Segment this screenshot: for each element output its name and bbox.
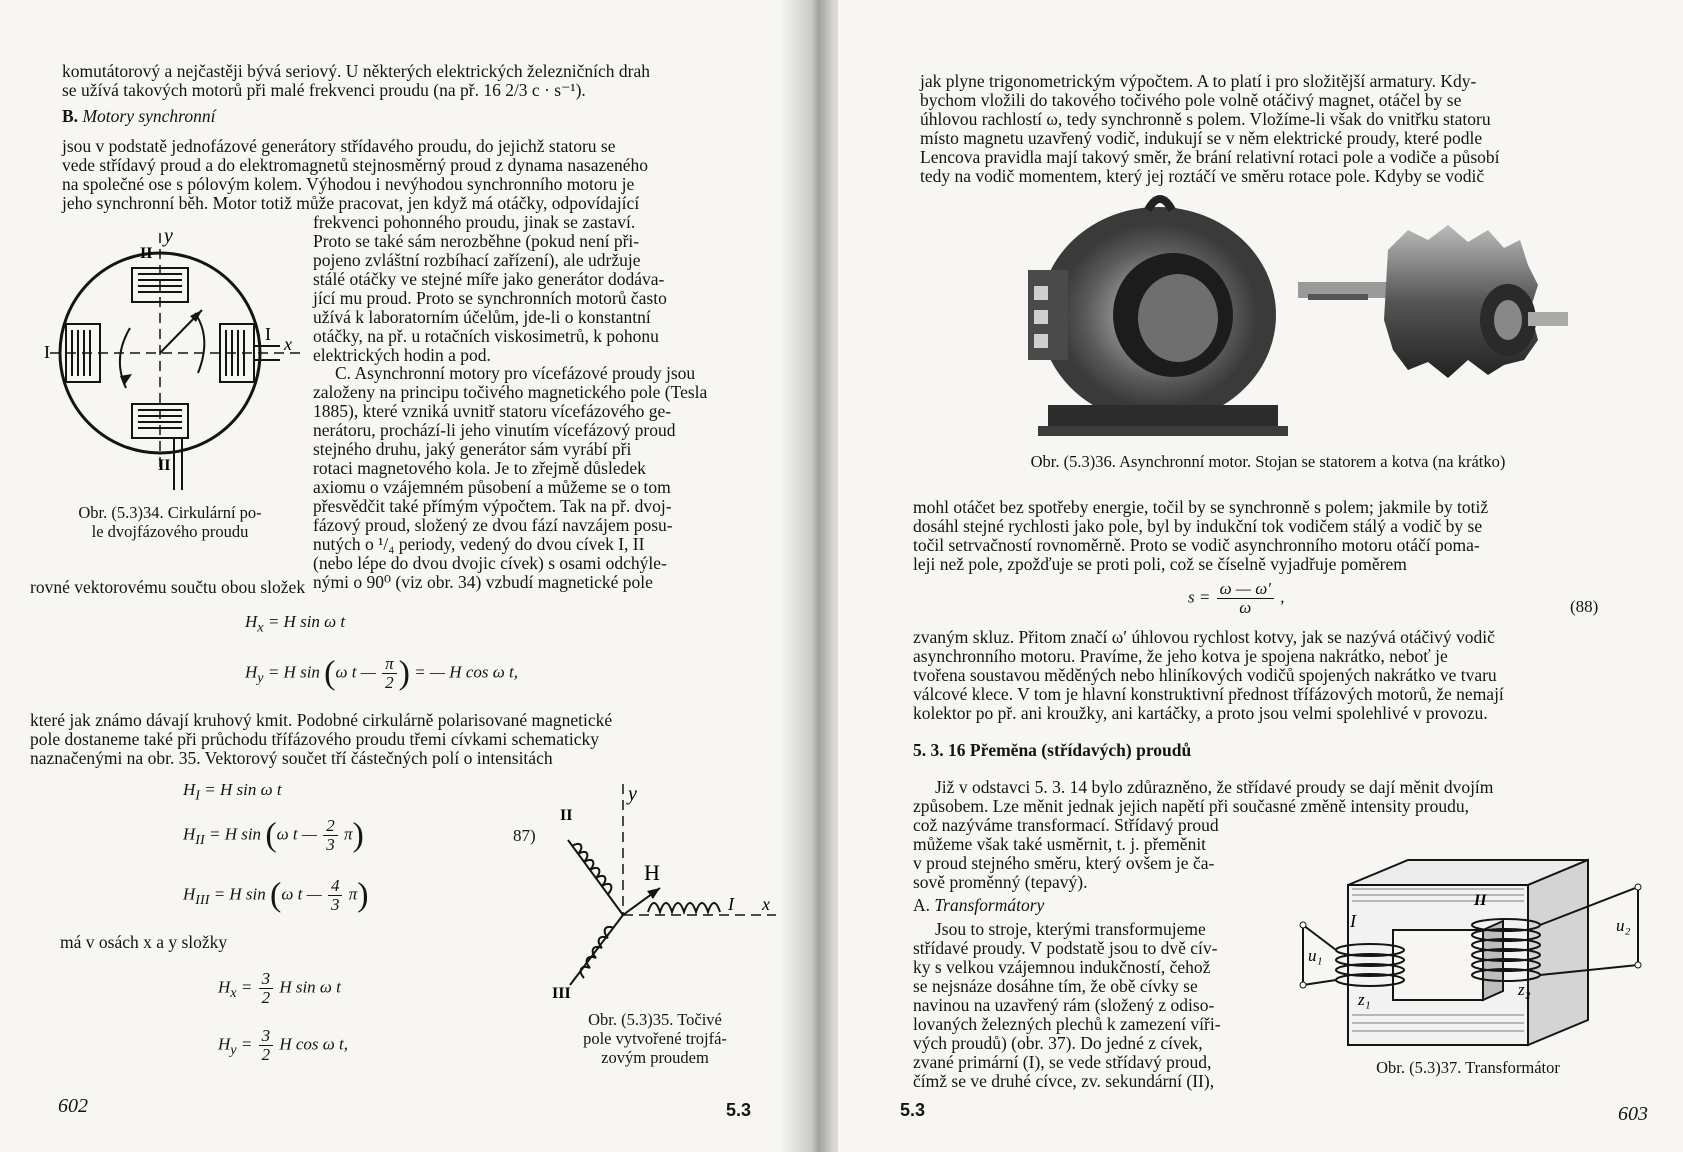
text-line: jící mu proud. Proto se synchronních motorů často (313, 288, 667, 308)
text-line: tedy na vodič momentem, který jej roztáčí ve směru rotace pole. Kdyby se vodič (920, 166, 1485, 186)
paragraph-premena-narrow (913, 816, 1273, 892)
page-number: 603 (1618, 1103, 1648, 1125)
text-line: mohl otáčet bez spotřeby energie, točil by se synchronně s polem; jakmile by totiž (913, 497, 1489, 517)
text-line: tvořena soustavou měděných nebo hliníkových vodičů spojených nakrátko ve tvaru (913, 665, 1497, 685)
paragraph-skluz (913, 628, 1615, 723)
coil-label-i: I (728, 894, 734, 914)
paragraph-soucet (30, 578, 760, 597)
equation-skluz: s = $\frac{\omega — \omega'}{\omega}$ , (1188, 579, 1285, 617)
turns-label-z2: z₂ (1518, 980, 1531, 999)
equation-number-88: (88) (1570, 597, 1599, 616)
text-line: založeny na principu točivého magnetického pole (Tesla (313, 382, 708, 402)
text-line: asynchronního motoru. Pravíme, že jeho kotva je spojena nakrátko, neboť je (913, 646, 1448, 666)
text-line: místo magnetu uzavřený vodič, indukují se v něm elektrické proudy, které podle (920, 128, 1483, 148)
text-line: vých proudů) (obr. 37). Do jedné z cívek, (913, 1033, 1203, 1053)
text-line: frekvenci pohonného proudu, jinak se zastaví. (313, 212, 636, 232)
page-number: 602 (58, 1095, 88, 1117)
paragraph-synchronni-narrow (313, 213, 760, 365)
text-line: střídavé proudy. V podstatě jsou to dvě cív- (913, 938, 1218, 958)
coil-label-ii-top: II (140, 245, 153, 262)
page-602 (0, 0, 820, 1152)
text-line: válcové klece. V tom je hlavní konstruktivní přednost třífázových motorů, že nemají (913, 684, 1504, 704)
text-line: C. Asynchronní motory pro vícefázové proudy jsou (335, 363, 696, 383)
text-line: jak plyne trigonometrickým výpočtem. A to platí i pro složitější armatury. Kdy- (920, 71, 1477, 91)
paragraph-top (920, 72, 1615, 186)
text-line: kolektor po př. ani kroužky, ani kartáčky, a proto jsou velmi spolehlivé v provozu. (913, 703, 1488, 723)
equation-h3: $H_{III} = H$ sin (ω t — $\frac{4}{3}$ π) (183, 876, 369, 914)
equation-hx: $H_x = H$ sin ω t (245, 612, 346, 636)
text-line: způsobem. Lze měnit jednak jejich napětí při současné změně intensity proudu, (913, 796, 1469, 816)
text-line: nerátoru, prochází-li jeho vinutím vícefázový proud (313, 420, 676, 440)
text-line: nutých o ¹/₄ periody, vedený do dvou cívek I, II (313, 534, 645, 554)
text-line: stálé otáčky ve stejné míře jako generátor dodáva- (313, 269, 665, 289)
section-heading-a: A. Transformátory (913, 895, 1045, 915)
figure-rotating-field-diagram (548, 780, 788, 1000)
coil-label-ii-bottom: II (158, 457, 171, 474)
figure-circular-field-diagram (40, 228, 310, 498)
text-line: což nazýváme transformací. Střídavý proud (913, 815, 1219, 835)
figure-transformer-diagram (1288, 855, 1658, 1065)
section-marker: 5.3 (900, 1100, 926, 1120)
text-line: fázový proud, složený ze dvou fází navzájem posu- (313, 515, 673, 535)
text-line: Jsou to stroje, kterými transformujeme (935, 919, 1206, 939)
text-line: točil setrvačností rovnoměrně. Proto se vodič asynchronního motoru otáčí poma- (913, 535, 1480, 555)
coil-label-i-right: I (265, 324, 271, 344)
text-line: zvaným skluz. Přitom značí ω′ úhlovou rychlost kotvy, jak se nazývá otáčivý vodič (913, 627, 1495, 647)
text-line: bychom vložili do takového točivého pole volně otáčivý magnet, otáčel by se (920, 90, 1462, 110)
text-line: úhlovou rachlostí ω, tedy synchronně s polem. Vložíme-li však do vnitřku statoru (920, 109, 1491, 129)
axis-label-y: y (164, 228, 173, 247)
paragraph-transformatory (913, 920, 1275, 1091)
text-line: jsou v podstatě jednofázové generátory střídavého proudu, do jejichž statoru se (62, 136, 616, 156)
text-line: elektrických hodin a pod. (313, 345, 491, 365)
figure-35-caption: Obr. (5.3)35. Točivé pole vytvořené trojfá- zovým proudem (583, 1010, 727, 1067)
text-line: axiomu o vzájemném působení a můžeme se o tom (313, 477, 671, 497)
text-line: otáčky, na př. u rotačních viskosimetrů, k pohonu (313, 326, 659, 346)
text-line: přesvědčit také přímým výpočtem. Tak na př. dvoj- (313, 496, 672, 516)
text-line: se užívá takových motorů při malé frekvenci proudu (na př. 16 2/3 c · s⁻¹). (62, 80, 586, 100)
text-line: Lencova pravidla mají takový směr, že brání relativní rotaci pole a vodiče a působí (920, 147, 1500, 167)
section-heading-516: 5. 3. 16 Přeměna (střídavých) proudů (913, 740, 1192, 760)
section-heading-b: B. Motory synchronní (62, 106, 216, 126)
text-line: Proto se také sám nerozběhne (pokud není při- (313, 231, 640, 251)
text-line: můžeme však také usměrnit, t. j. přeměnit (913, 834, 1207, 854)
text-line: leji než pole, zpožďuje se proti poli, což se číselně vyjadřuje poměrem (913, 554, 1407, 574)
text-line: na společné ose s pólovým kolem. Výhodou i nevýhodou synchronního motoru je (62, 174, 635, 194)
coil-label-i-left: I (44, 342, 50, 362)
paragraph-synchronni (62, 137, 760, 213)
text-line: zvané primární (I), se vede střídavý proud, (913, 1052, 1212, 1072)
line-slozky: má v osách x a y složky (60, 932, 228, 952)
coil-label-i: I (1350, 911, 1356, 931)
text-line: užívá k laboratorním účelům, jde-li o konstantní (313, 307, 651, 327)
text-line: navinou na uzavřený rám (složený z odiso- (913, 995, 1215, 1015)
coil-label-ii: II (560, 807, 573, 824)
text-line: pojeno zvláštní rozbíhací zařízení), ale udržuje (313, 250, 641, 270)
paragraph-mid (913, 498, 1615, 574)
text-line: se nejsnáze dosáhne tím, že obě cívky se (913, 976, 1198, 996)
equation-hy: $H_y = H$ sin (ω t — $\frac{\pi}{2}$ ) = — H cos ω t, (245, 654, 518, 692)
figure-asynchronous-motor-photo (1008, 190, 1568, 440)
section-marker: 5.3 (726, 1100, 752, 1120)
page-603 (838, 0, 1683, 1152)
axis-label-y: y (628, 783, 637, 805)
text-line: stejného druhu, jaký generátor sám vyrábí při (313, 439, 632, 459)
paragraph-premena (913, 778, 1615, 816)
text-line: rovné vektorovému součtu obou složek (30, 577, 306, 597)
text-line: které jak známo dávají kruhový kmit. Podobné cirkulárně polarisované magnetické (30, 710, 613, 730)
figure-37-caption: Obr. (5.3)37. Transformátor (1376, 1058, 1560, 1077)
text-line: rotaci magnetového kola. Je to zřejmě důsledek (313, 458, 646, 478)
text-line: nými o 90⁰ (viz obr. 34) vzbudí magnetické pole (313, 572, 653, 592)
text-line: čímž se ve druhé cívce, zv. sekundární (II), (913, 1071, 1215, 1091)
equation-h2: $H_{II} = H$ sin (ω t — $\frac{2}{3}$ π) (183, 816, 364, 854)
text-line: lovaných železných plechů k zamezení víři- (913, 1014, 1221, 1034)
figure-34-caption: Obr. (5.3)34. Cirkulární po- le dvojfázového proudu (78, 503, 262, 541)
text-line: (nebo lépe do dvou dvojic cívek) s osami odchýle- (313, 553, 667, 573)
turns-label-z1: z₁ (1358, 990, 1371, 1009)
voltage-label-u1: u₁ (1308, 946, 1323, 965)
paragraph-asynchronni (313, 364, 760, 592)
text-line: komutátorový a nejčastěji bývá seriový. U některých elektrických železničních drah (62, 61, 650, 81)
text-line: naznačenými na obr. 35. Vektorový součet tří částečných polí o intensitách (30, 748, 553, 768)
text-line: 1885), které vzniká uvnitř statoru vícefázového ge- (313, 401, 672, 421)
paragraph-top (62, 62, 760, 100)
axis-label-x: x (284, 334, 292, 354)
voltage-label-u2: u₂ (1616, 916, 1631, 935)
text-line: pole dostaneme také při průchodu třífázového proudu třemi cívkami schematicky (30, 729, 600, 749)
coil-label-iii: III (552, 985, 571, 1000)
equation-hx-total: $H_x$ = $\frac{3}{2}$ H sin ω t (218, 969, 341, 1007)
text-line: dosáhl stejné rychlosti jako pole, byl by indukční tok vodičem stálý a vodič by se (913, 516, 1483, 536)
figure-36-caption: Obr. (5.3)36. Asynchronní motor. Stojan se statorem a kotva (na krátko) (1030, 452, 1506, 471)
text-line: v proud stejného směru, který ovšem je ča- (913, 853, 1215, 873)
coil-label-ii: II (1474, 892, 1487, 909)
text-line: vede střídavý proud a do elektromagnetů stejnosměrný proud z dynama nasazeného (62, 155, 649, 175)
text-line: sově proměnný (tepavý). (913, 872, 1088, 892)
text-line: jeho synchronní běh. Motor totiž může pracovat, jen když má otáčky, odpovídající (62, 193, 640, 213)
text-line: Již v odstavci 5. 3. 14 bylo zdůrazněno, že střídavé proudy se dají měnit dvojím (935, 777, 1494, 797)
text-line: ky s velkou vzájemnou indukčností, čehož (913, 957, 1211, 977)
vector-label-h: H (644, 860, 660, 885)
paragraph-kruhovy-kmit (30, 711, 760, 768)
equation-h1: $H_I = H$ sin ω t (183, 780, 282, 804)
equation-number-87: 87) (513, 826, 536, 845)
axis-label-x: x (762, 894, 770, 914)
equation-hy-total: $H_y$ = $\frac{3}{2}$ H cos ω t, (218, 1026, 348, 1064)
